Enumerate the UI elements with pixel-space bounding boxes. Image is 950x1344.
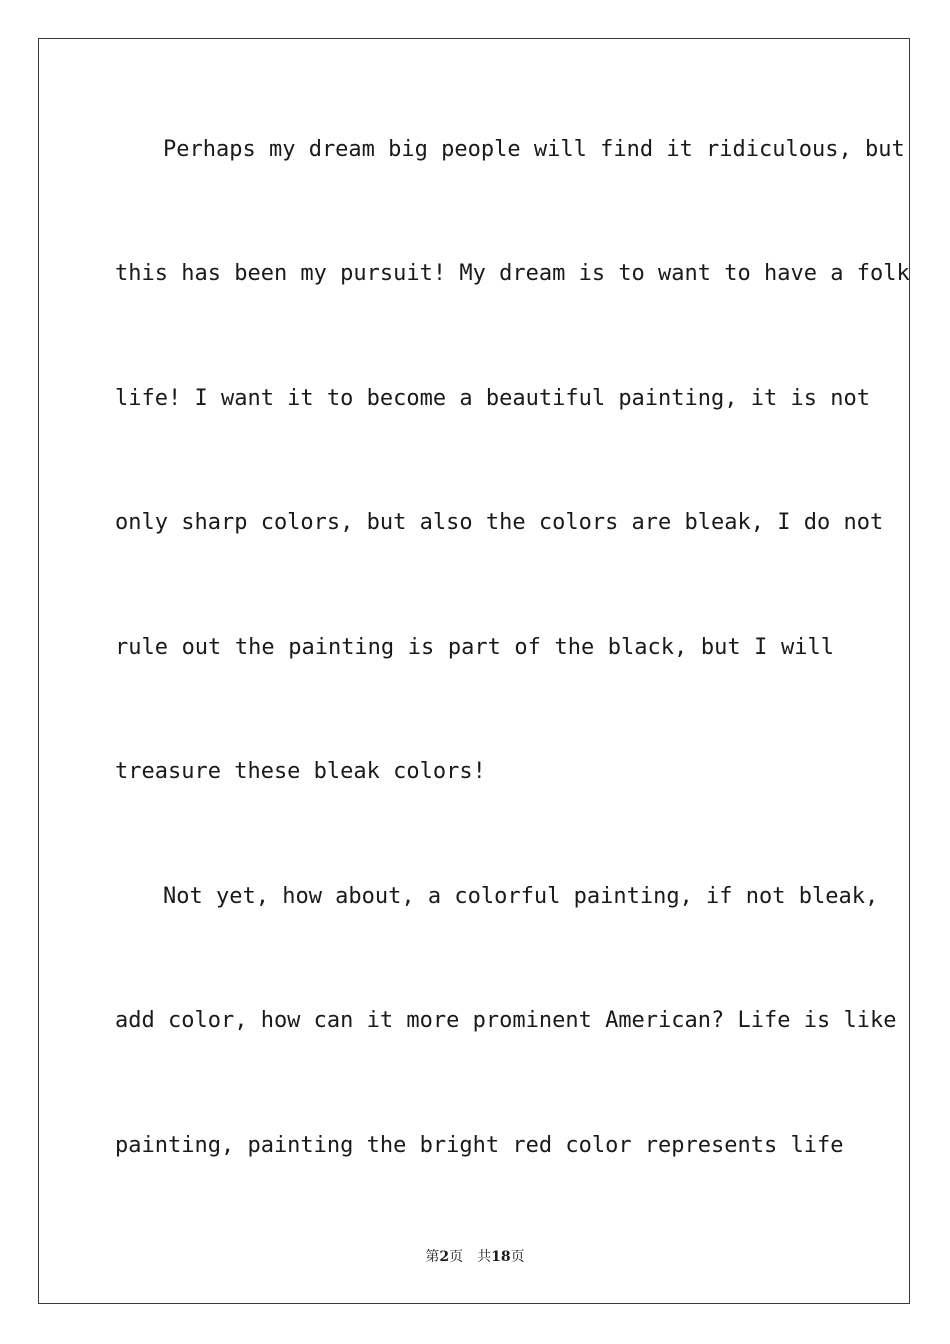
text-line: life! I want it to become a beautiful painting, it is not xyxy=(115,386,870,411)
text-line: Perhaps my dream big people will find it ridiculous, but xyxy=(163,137,905,162)
page-border xyxy=(38,38,910,1304)
text-line: rule out the painting is part of the black, but I will xyxy=(115,635,834,660)
text-line: painting, painting the bright red color represents life xyxy=(115,1133,844,1158)
total-pages-prefix: 共 xyxy=(477,1249,492,1265)
page-number: 2 xyxy=(439,1249,450,1265)
text-line: treasure these bleak colors! xyxy=(115,759,486,784)
text-line: Not yet, how about, a colorful painting, if not bleak, xyxy=(163,884,879,909)
total-pages: 18 xyxy=(491,1249,511,1265)
page-footer xyxy=(0,1246,950,1266)
total-pages-suffix: 页 xyxy=(510,1249,525,1265)
text-line: this has been my pursuit! My dream is to want to have a folk xyxy=(115,261,910,286)
page-number-suffix: 页 xyxy=(449,1249,464,1265)
page-number-prefix: 第 xyxy=(425,1249,440,1265)
text-line: only sharp colors, but also the colors are bleak, I do not xyxy=(115,510,884,535)
text-line: add color, how can it more prominent American? Life is like xyxy=(115,1008,897,1033)
